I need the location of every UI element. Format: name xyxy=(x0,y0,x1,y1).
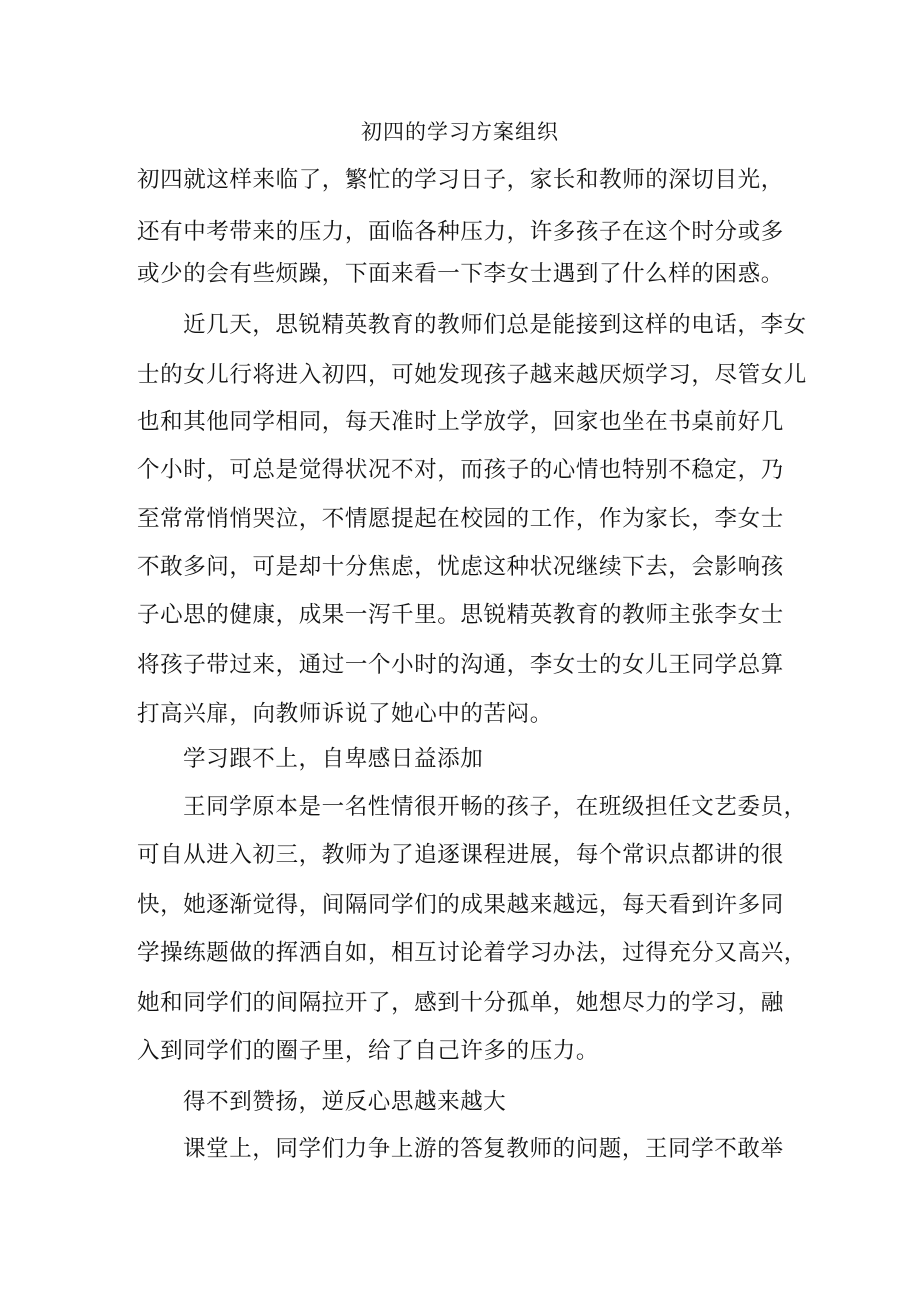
text-line: 还有中考带来的压力，面临各种压力，许多孩子在这个时分或多 xyxy=(137,219,784,245)
text-line: 不敢多问，可是却十分焦虑，忧虑这种状况继续下去，会影响孩 xyxy=(137,554,784,580)
text-line: 士的女儿行将进入初四，可她发现孩子越来越厌烦学习，尽管女儿 xyxy=(137,362,807,388)
text-line: 至常常悄悄哭泣，不情愿提起在校园的工作，作为家长，李女士 xyxy=(137,506,784,532)
text-line: 学操练题做的挥洒自如，相互讨论着学习办法，过得充分又高兴， xyxy=(137,940,807,966)
document-title: 初四的学习方案组织 xyxy=(361,120,559,144)
text-line: 打高兴扉，向教师诉说了她心中的苦闷。 xyxy=(137,701,553,727)
text-line: 个小时，可总是觉得状况不对，而孩子的心情也特别不稳定，乃 xyxy=(137,457,784,483)
text-line: 可自从进入初三，教师为了追逐课程进展，每个常识点都讲的很 xyxy=(137,842,784,868)
text-line: 将孩子带过来，通过一个小时的沟通，李女士的女儿王同学总算 xyxy=(137,652,784,678)
section-heading: 学习跟不上，自卑感日益添加 xyxy=(183,746,484,772)
text-line: 王同学原本是一名性情很开畅的孩子，在班级担任文艺委员， xyxy=(183,794,807,820)
text-line: 子心思的健康，成果一泻千里。思锐精英教育的教师主张李女士 xyxy=(137,602,784,628)
text-line: 她和同学们的间隔拉开了，感到十分孤单，她想尽力的学习，融 xyxy=(137,990,784,1016)
text-line: 快，她逐渐觉得，间隔同学们的成果越来越远，每天看到许多同 xyxy=(137,892,784,918)
text-line: 也和其他同学相同，每天准时上学放学，回家也坐在书桌前好几 xyxy=(137,409,784,435)
text-line: 初四就这样来临了，繁忙的学习日子，家长和教师的深切目光， xyxy=(137,167,784,193)
text-line: 或少的会有些烦躁，下面来看一下李女士遇到了什么样的困惑。 xyxy=(137,261,784,287)
text-line: 入到同学们的圈子里，给了自己许多的压力。 xyxy=(137,1038,600,1064)
text-line: 近几天，思锐精英教育的教师们总是能接到这样的电话，李女 xyxy=(183,312,807,338)
text-line: 课堂上，同学们力争上游的答复教师的问题，王同学不敢举 xyxy=(183,1136,784,1162)
section-heading: 得不到赞扬，逆反心思越来越大 xyxy=(183,1089,507,1115)
